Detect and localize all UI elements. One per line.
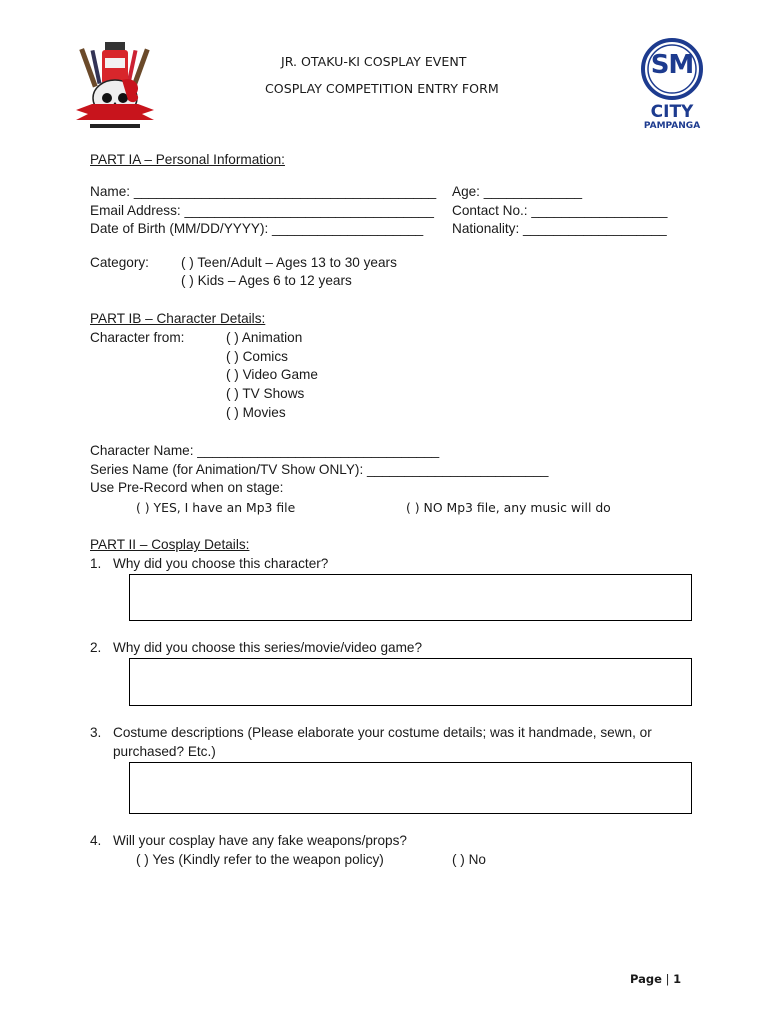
question-2-answer-box[interactable] (129, 658, 692, 706)
category-option-teen[interactable]: ( ) Teen/Adult – Ages 13 to 30 years (181, 255, 397, 270)
page-separator: | (665, 972, 670, 986)
page-footer (630, 971, 681, 988)
dob-field[interactable]: Date of Birth (MM/DD/YYYY): ____________________ (90, 221, 424, 236)
sm-logo-mark: SM (650, 50, 694, 80)
age-field[interactable]: Age: _____________ (452, 184, 583, 199)
question-4-number: 4. (90, 833, 102, 848)
form-title-entry: COSPLAY COMPETITION ENTRY FORM (265, 81, 499, 96)
question-1-answer-box[interactable] (129, 574, 692, 621)
form-title-event: JR. OTAKU-KI COSPLAY EVENT (281, 54, 467, 69)
question-3-text-line2: purchased? Etc.) (113, 744, 216, 759)
prerecord-yes-option[interactable]: ( ) YES, I have an Mp3 file (136, 500, 296, 515)
prerecord-label: Use Pre-Record when on stage: (90, 480, 284, 495)
character-name-field[interactable]: Character Name: ________________________________ (90, 443, 440, 458)
part-ia-heading: PART IA – Personal Information: (90, 152, 285, 167)
question-2-number: 2. (90, 640, 102, 655)
event-logo (72, 40, 158, 132)
contact-field[interactable]: Contact No.: __________________ (452, 203, 668, 218)
nationality-field[interactable]: Nationality: ___________________ (452, 221, 667, 236)
question-1-number: 1. (90, 556, 102, 571)
character-from-option[interactable]: ( ) Video Game (226, 367, 318, 382)
sm-logo-city: CITY (650, 102, 694, 122)
question-3-answer-box[interactable] (129, 762, 692, 814)
character-from-option[interactable]: ( ) Animation (226, 330, 303, 345)
question-1-text: Why did you choose this character? (113, 556, 329, 571)
weapons-yes-option[interactable]: ( ) Yes (Kindly refer to the weapon policy) (136, 852, 384, 867)
page-number: 1 (673, 972, 682, 986)
prerecord-no-option[interactable]: ( ) NO Mp3 file, any music will do (406, 500, 611, 515)
sm-logo-pampanga: PAMPANGA (643, 121, 701, 131)
question-2-text: Why did you choose this series/movie/video game? (113, 640, 423, 655)
series-name-field[interactable]: Series Name (for Animation/TV Show ONLY): ________________________ (90, 462, 549, 477)
question-3-number: 3. (90, 725, 102, 740)
category-label: Category: (90, 255, 149, 270)
character-from-option[interactable]: ( ) Comics (226, 349, 288, 364)
character-from-option[interactable]: ( ) Movies (226, 405, 286, 420)
question-3-text-line1: Costume descriptions (Please elaborate your costume details; was it handmade, sewn, or (113, 725, 652, 740)
character-from-label: Character from: (90, 330, 185, 345)
category-option-kids[interactable]: ( ) Kids – Ages 6 to 12 years (181, 273, 352, 288)
page-label: Page (630, 972, 662, 986)
sm-city-logo (638, 38, 708, 138)
question-4-text: Will your cosplay have any fake weapons/props? (113, 833, 407, 848)
weapons-no-option[interactable]: ( ) No (452, 852, 486, 867)
name-field[interactable]: Name: ________________________________________ (90, 184, 437, 199)
part-ib-heading: PART IB – Character Details: (90, 311, 266, 326)
email-field[interactable]: Email Address: _________________________________ (90, 203, 434, 218)
character-from-option[interactable]: ( ) TV Shows (226, 386, 305, 401)
part-ii-heading: PART II – Cosplay Details: (90, 537, 250, 552)
